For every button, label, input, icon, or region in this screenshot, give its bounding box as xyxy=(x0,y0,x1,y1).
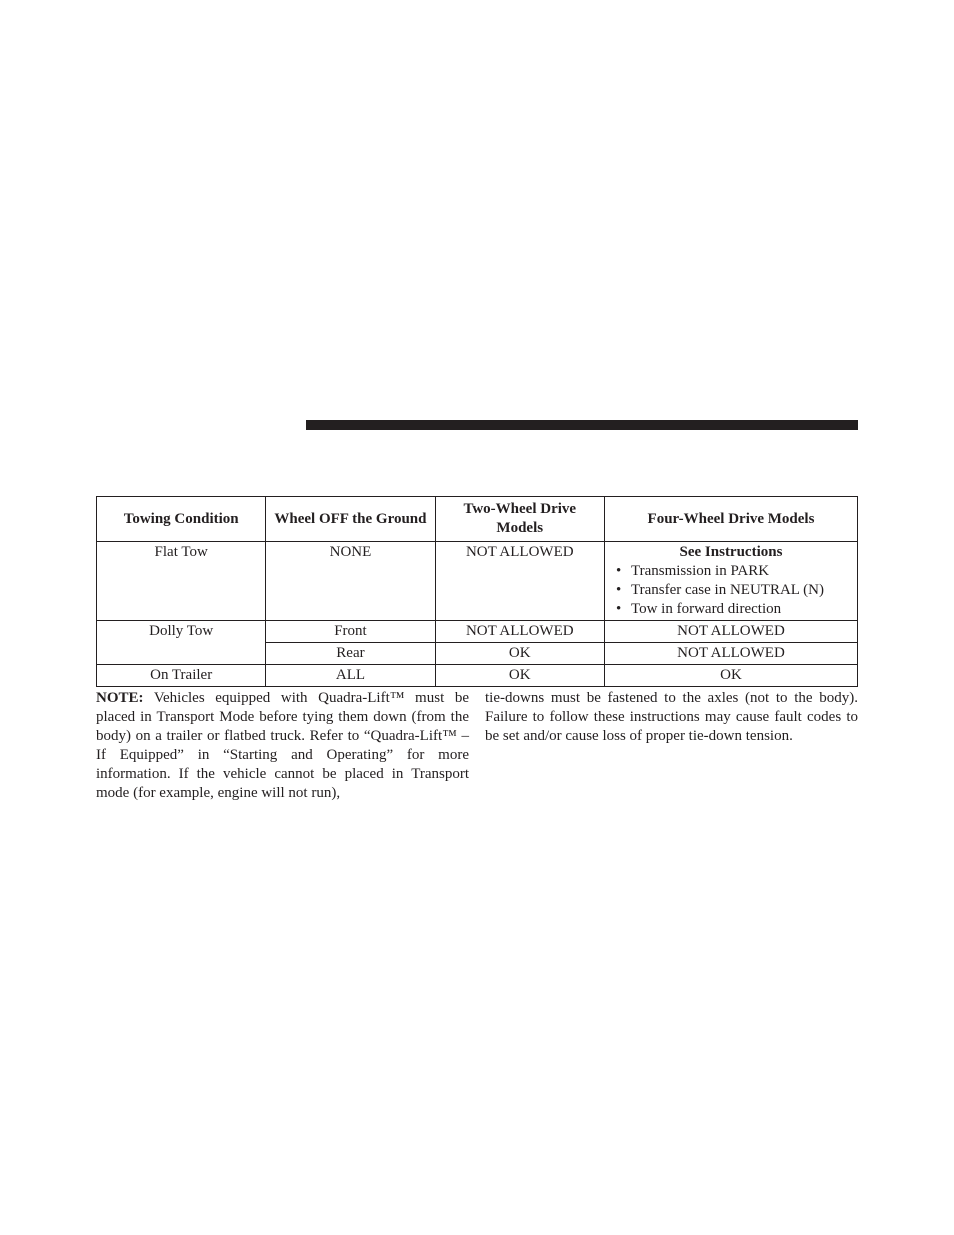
note-paragraph-right xyxy=(485,689,858,746)
cell-wheel-off: NONE xyxy=(266,542,435,621)
cell-four-wheel: NOT ALLOWED xyxy=(604,643,857,665)
cell-two-wheel: NOT ALLOWED xyxy=(435,621,604,643)
cell-four-wheel: OK xyxy=(604,665,857,687)
towing-table xyxy=(96,496,858,687)
cell-two-wheel: OK xyxy=(435,643,604,665)
list-item: • Tow in forward direction xyxy=(615,600,851,619)
note-label: NOTE: xyxy=(96,690,144,706)
cell-wheel-off: ALL xyxy=(266,665,435,687)
list-item: • Transfer case in NEUTRAL (N) xyxy=(615,581,851,600)
cell-four-wheel xyxy=(604,542,857,621)
note-paragraph-left xyxy=(96,689,469,803)
cell-condition: Dolly Tow xyxy=(97,621,266,665)
header-towing-condition: Towing Condition xyxy=(97,497,266,542)
header-wheel-off: Wheel OFF the Ground xyxy=(266,497,435,542)
instructions-list xyxy=(611,562,851,619)
header-four-wheel: Four-Wheel Drive Models xyxy=(604,497,857,542)
cell-four-wheel: NOT ALLOWED xyxy=(604,621,857,643)
header-two-wheel: Two-Wheel Drive Models xyxy=(435,497,604,542)
note-text-left: Vehicles equipped with Quadra-Lift™ must be placed in Transport Mode before tying them down (from the body) on a trailer or flatbed truck. Refer to “Quadra-Lift™ – If Equipped” in “Starting and Operating” for more information. If the vehicle cannot be placed in Transport mode (for example, engine will not run), xyxy=(96,690,469,801)
cell-wheel-off: Front xyxy=(266,621,435,643)
cell-two-wheel: OK xyxy=(435,665,604,687)
table-row xyxy=(97,542,858,621)
cell-two-wheel: NOT ALLOWED xyxy=(435,542,604,621)
section-header-bar xyxy=(306,420,858,430)
cell-wheel-off: Rear xyxy=(266,643,435,665)
table-row xyxy=(97,665,858,687)
table-row xyxy=(97,621,858,643)
cell-condition: On Trailer xyxy=(97,665,266,687)
list-item: • Transmission in PARK xyxy=(615,562,851,581)
cell-condition: Flat Tow xyxy=(97,542,266,621)
instructions-heading: See Instructions xyxy=(679,544,783,560)
note-text-right: tie-downs must be fastened to the axles (not to the body). Failure to follow these instructions may cause fault codes to be set and/or cause loss of proper tie-down tension. xyxy=(485,690,858,744)
table-header-row xyxy=(97,497,858,542)
